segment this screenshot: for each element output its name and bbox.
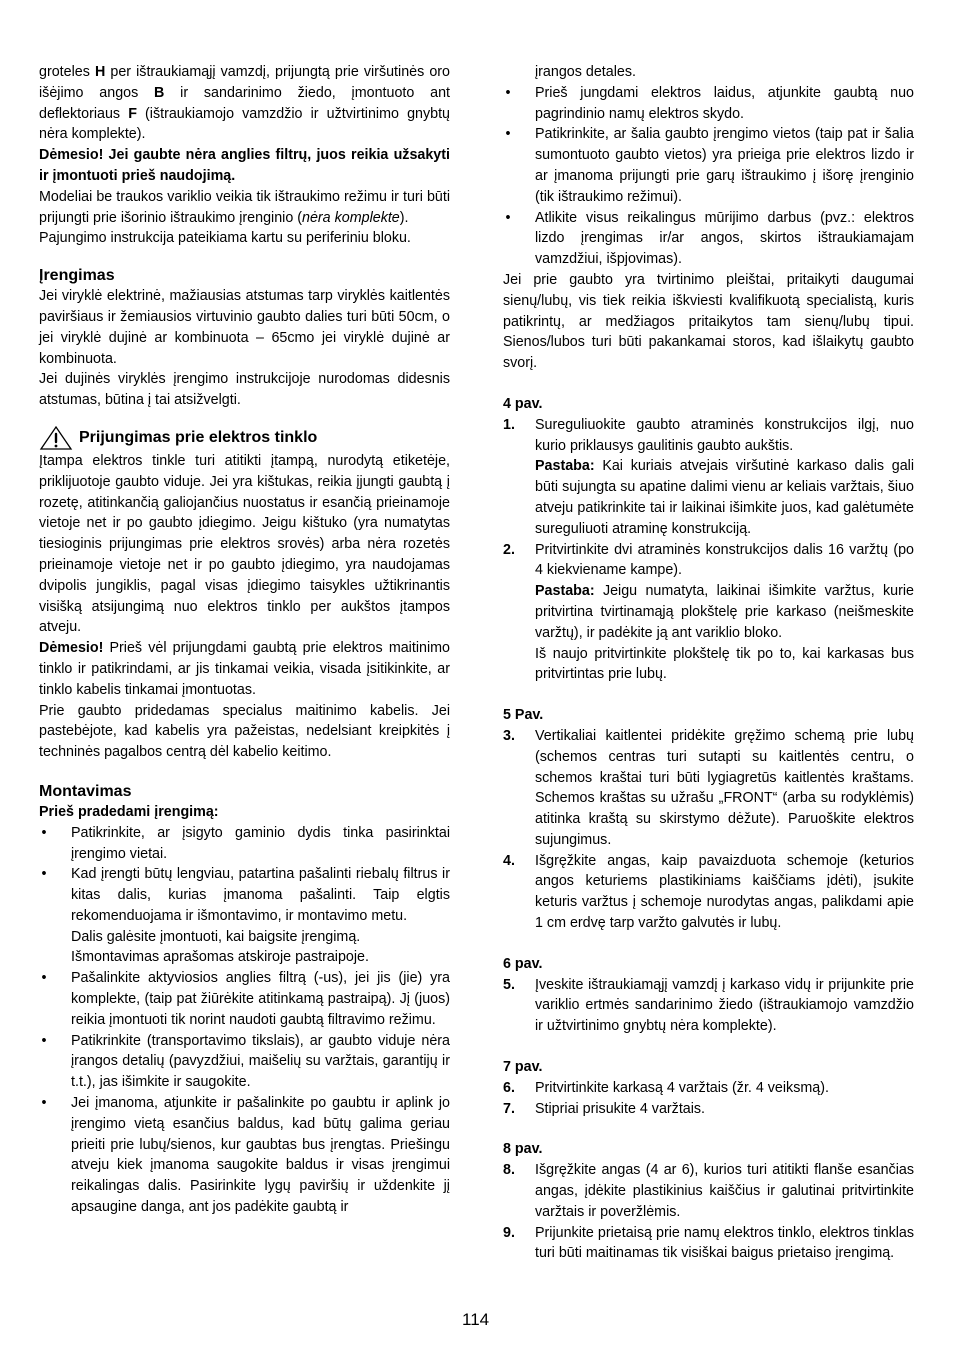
models-italic: nėra komplekte — [302, 209, 400, 226]
models-text-2: ). — [399, 209, 409, 226]
figure-7-label: 7 pav. — [503, 1059, 543, 1076]
installation-p1: Jei viryklė elektrinė, mažiausias atstumas tarp viryklės kaitlentės paviršiaus ir žemiausios virtuvinio gaubto dalies turi būti 50cm, o jei viryklė dujinė ar kombinuota – 65cmo jei viryklė dujinė ar kombinuota. — [39, 288, 450, 367]
bullet: • — [41, 970, 47, 987]
list-item — [503, 124, 914, 207]
electrical-p2 — [39, 638, 450, 700]
step-note — [503, 581, 914, 643]
list-item-text: Patikrinkite, ar įsigyto gaminio dydis tinka pasirinktai įrengimo vietai. — [71, 824, 450, 862]
list-item — [503, 83, 914, 125]
mounting-subheading: Prieš pradedami įrengimą: — [39, 803, 219, 820]
intro-text-4: (ištraukiamojo vamzdžio ir užtvirtinimo gnybtų nėra komplekte). — [39, 105, 451, 143]
step-number: 1. — [503, 416, 515, 433]
intro-text-2: per ištraukiamąjį vamzdį, prijungtą prie viršutinės oro išėjimo angos — [39, 64, 450, 101]
step-item — [503, 1078, 914, 1099]
bullet: • — [505, 84, 511, 101]
electrical-heading — [39, 425, 450, 451]
list-item-text: Kad įrengti būtų lengviau, patartina pašalinti riebalų filtrus ir kitas dalis, kurias įmanoma pašalinti. Taip elgtis rekomenduojama ir išmontavimo, ir montavimo metu. — [71, 866, 450, 924]
intro-paragraph — [39, 62, 450, 145]
list-item-continuation: įrangos detales. — [535, 64, 636, 80]
models-text-1: Modeliai be traukos variklio veikia tik ištraukimo režimu ir turi būti prijungti prie išorinio ištraukimo įrenginio ( — [39, 188, 450, 226]
step-text: Prijunkite prietaisą prie namų elektros tinklo, elektros tinklas turi būti maitinamas tik visiškai baigus prietaiso įrengimą. — [535, 1224, 914, 1262]
list-item — [39, 1093, 450, 1218]
step-item — [503, 975, 914, 1037]
step-item — [503, 1223, 914, 1265]
note-label: Pastaba: — [535, 583, 595, 600]
bullet: • — [41, 866, 47, 883]
step-number: 9. — [503, 1224, 515, 1241]
step-item — [503, 1099, 914, 1120]
step-item — [503, 726, 914, 851]
list-item-continuation: Dalis galėsite įmontuoti, kai baigsite įrengimą. — [71, 928, 361, 945]
page-number: 114 — [462, 1310, 490, 1329]
bullet: • — [41, 824, 47, 841]
peripheral-note: Pajungimo instrukcija pateikiama kartu su periferiniu bloku. — [39, 230, 411, 247]
list-item — [39, 864, 450, 926]
note-label: Pastaba: — [535, 458, 595, 475]
figure-5-label: 5 Pav. — [503, 707, 544, 724]
electrical-attention: Dėmesio! — [39, 640, 104, 657]
step-text: Išgręžkite angas (4 ar 6), kurios turi atitikti flanše esančias angas, įdėkite plastikinius kaiščius ir galutinai pritvirtinkite varžtais ir poveržlėmis. — [535, 1162, 914, 1220]
step-text: Išgręžkite angas, kaip pavaizduota schemoje (keturios angos keturiems plastikiniams kaiščiams įdėti), įsukite keturis varžtus į schemoje nurodytas angas, palikdami apie 1 cm erdvę tarp varžto galvutės ir lubų. — [535, 852, 914, 932]
step-number: 6. — [503, 1079, 515, 1096]
step-text: Vertikaliai kaitlentei pridėkite gręžimo schemą prie lubų (schemos centras turi sutapti su kaitlentės centru, o schemos kraštai turi būti lygiagretūs kaitlentės kraštams. Schemos kraštas su užrašu „FRONT“ (arba su rodyklėmis) atitinka kraštą su skirstymo dėžute). Paruoškite elektros sujungimus. — [535, 727, 914, 848]
step-number: 2. — [503, 541, 515, 558]
step-number: 5. — [503, 976, 515, 993]
list-item-continuation: Išmontavimas aprašomas atskiroje pastraipoje. — [71, 949, 369, 966]
intro-text-3: ir sandarinimo žiedo, įmontuoto ant deflektoriaus — [39, 84, 450, 122]
list-item — [39, 823, 450, 865]
right-column — [503, 62, 914, 1264]
bullet: • — [41, 1095, 47, 1112]
step-number: 4. — [503, 852, 515, 869]
step-text: Sureguliuokite gaubto atraminės konstrukcijos ilgį, nuo kurio priklausys gaulitinis gaubto aukštis. — [535, 416, 914, 454]
note-text: Kai kuriais atvejais viršutinė karkaso dalis gali būti sujungta su apatine dalimi vienu ar keliais varžtais, šiuo atveju patikrinkite tai ir laikinai išimkite juos, kad galėtumėte sureguliuoti atraminę konstrukciją. — [535, 458, 914, 537]
step-item — [503, 851, 914, 934]
mounting-heading: Montavimas — [39, 782, 132, 800]
intro-bold-h: H — [94, 64, 106, 80]
list-item-text: Patikrinkite (transportavimo tikslais), ar gaubto viduje nėra įrangos detalių (pavyzdžiui, maišelių su varžtais, garantijų ir t.t.), jas išimkite ir saugokite. — [71, 1032, 450, 1091]
step-text: Stipriai prisukite 4 varžtais. — [535, 1100, 706, 1117]
step-text: Pritvirtinkite dvi atraminės konstrukcijos dalis 16 varžtų (po 4 kiekviename kampe). — [535, 541, 914, 579]
step-note — [503, 456, 914, 539]
intro-text-1: groteles — [39, 64, 95, 80]
bullet: • — [41, 1032, 47, 1049]
list-item — [39, 968, 450, 1030]
note-text: Jeigu numatyta, laikinai išimkite varžtus, kurie pritvirtina tvirtinamąją plokštelę prie karkaso (neišmeskite varžtų), ir padėkite ją ant variklio bloko. — [535, 583, 914, 641]
electrical-p1: Įtampa elektros tinkle turi atitikti įtampą, nurodytą etiketėje, priklijuotoje gaubto viduje. Jei yra kištukas, reikia įjungti gaubtą į rozetę, atitinkančią galiojančius nuostatus ir esančią prieinamoje vietoje net ir po gaubto įdiegimo. Jeigu kištuko (yra numatytas tiesioginis prijungimas prie elektros srovės) arba nėra rozetės prieinamoje vietoje net ir po gaubto įdiegimo, yra naudojamas dvipolis jungiklis, pagal visas įdiegimo taisykles užtikrinantis visišką atsijungimą nuo elektros tinklo per aukštos įtampos atveju. — [39, 452, 450, 636]
installation-heading: Įrengimas — [39, 267, 115, 285]
warning-triangle-icon — [39, 425, 73, 451]
filter-warning: Dėmesio! Jei gaubte nėra anglies filtrų, juos reikia užsakyti ir įmontuoti prieš naudojimą. — [39, 147, 450, 184]
step-note: Iš naujo pritvirtinkite plokštelę tik po to, kai karkasas bus pritvirtintas prie lubų. — [535, 645, 914, 683]
list-item-text: Jei įmanoma, atjunkite ir pašalinkite po gaubtu ir aplink jo įrengimo vietą esančius baldus, kad būtų galima geriau prieiti prie lubų/sienos, kur gaubtas bus įrengtas. Priešingu atveju kiek įmanoma saugokite baldus ir visas įrengimui reikalingas dalis. Pasirinkite lygų paviršių ir uždenkite jį apsaugine danga, ant jos padėkite gaubtą ir — [71, 1095, 450, 1216]
step-number: 7. — [503, 1100, 515, 1117]
electrical-p2-text: Prieš vėl prijungdami gaubtą prie elektros maitinimo tinklo ir patikrindami, ar jis tinkamai veikia, visada įsitikinkite, ar tinklo kabelis tinkamai įmontuotas. — [39, 640, 450, 698]
bullet: • — [505, 209, 511, 226]
step-number: 3. — [503, 727, 515, 744]
intro-bold-b: B — [154, 84, 165, 101]
electrical-heading-text: Prijungimas prie elektros tinklo — [79, 428, 318, 446]
step-text: Įveskite ištraukiamąjį vamzdį į karkaso vidų ir prijunkite prie variklio ertmės sandarinimo žiedo (ištraukiamojo vamzdžio ir užtvirtinimo gnybtų nėra komplekte). — [535, 976, 914, 1035]
figure-6-label: 6 pav. — [503, 955, 543, 972]
bullet: • — [505, 126, 511, 143]
list-item-text: Pašalinkite aktyviosios anglies filtrą (-us), jei jis (jie) yra komplekte, (taip pat žiūrėkite atitinkamą pastraipą). Jį (juos) reikia įmontuoti tik norint naudoti gaubtą filtravimo režimu. — [71, 970, 450, 1028]
step-text: Pritvirtinkite karkasą 4 varžtais (žr. 4 veiksmą). — [535, 1079, 829, 1096]
intro-bold-f: F — [128, 105, 137, 122]
step-item — [503, 415, 914, 457]
list-item-text: Patikrinkite, ar šalia gaubto įrengimo vietos (taip pat ir šalia sumontuoto gaubto vietos) yra prieiga prie elektros lizdo ir ar įmanoma prijungti prie garų ištraukimo į išorę įrenginio (tik ištraukimo režimui). — [535, 126, 914, 205]
step-item — [503, 1160, 914, 1222]
electrical-p3: Prie gaubto pridedamas specialus maitinimo kabelis. Jei pastebėjote, kad kabelis yra pažeistas, nedelsiant kreipkitės į techninės pagalbos centrą dėl kabelio keitimo. — [39, 702, 450, 761]
left-column — [39, 62, 450, 1218]
anchors-paragraph: Jei prie gaubto yra tvirtinimo pleištai, pritaikyti daugumai sienų/lubų, vis tiek reikia iškviesti kvalifikuotą specialistą, kuris patikrintų, ar medžiagos pritaikytos tam sienų/lubų tipui. Sienos/lubos turi būti pakankamai storos, kad išlaikytų gaubto svorį. — [503, 271, 914, 372]
list-item-text: Prieš jungdami elektros laidus, atjunkite gaubtą nuo pagrindinio namų elektros skydo. — [535, 84, 914, 122]
step-number: 8. — [503, 1162, 515, 1179]
installation-p2: Jei dujinės viryklės įrengimo instrukcijoje nurodomas didesnis atstumas, būtina į tai atsižvelgti. — [39, 371, 450, 409]
step-item — [503, 540, 914, 582]
figure-4-label: 4 pav. — [503, 395, 543, 412]
figure-8-label: 8 pav. — [503, 1141, 543, 1158]
list-item — [39, 1031, 450, 1093]
models-paragraph — [39, 187, 450, 229]
list-item — [503, 208, 914, 270]
list-item-text: Atlikite visus reikalingus mūrijimo darbus (pvz.: elektros lizdo įrengimas ir/ar angos, skirtos ištraukiamajam vamzdžiui, išpjovimas). — [535, 209, 914, 268]
